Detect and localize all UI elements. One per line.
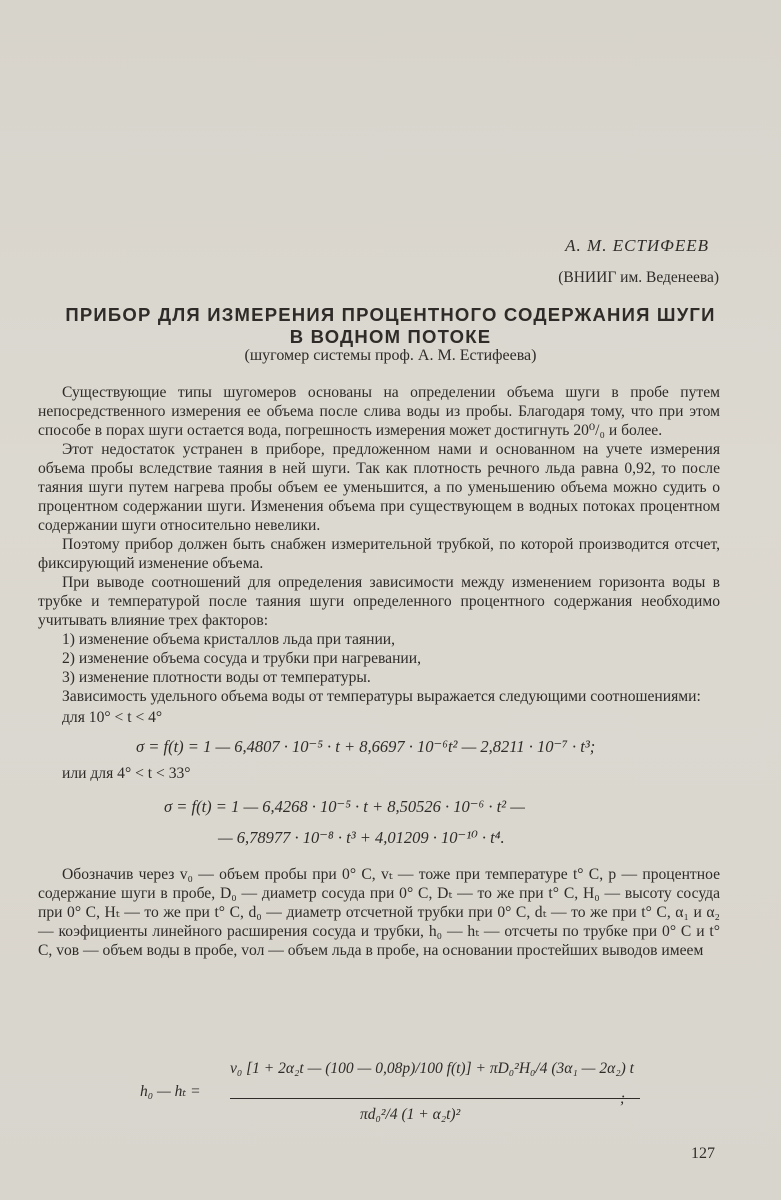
title-line-1: ПРИБОР ДЛЯ ИЗМЕРЕНИЯ ПРОЦЕНТНОГО СОДЕРЖАНИЯ ШУГИ	[65, 304, 716, 325]
article-title	[0, 304, 781, 348]
paragraph: Существующие типы шугомеров основаны на определении объема шуги в пробе путем непосредственного измерения ее объема после слива воды из пробы. Благодаря тому, что при этом способе в порах шуги остается вода, погрешность измерения может достигнуть 20⁰/₀ и более.	[38, 384, 720, 439]
formula-1: σ = f(t) = 1 — 6,4807 · 10⁻⁵ · t + 8,6697 · 10⁻⁶t² — 2,8211 · 10⁻⁷ · t³;	[136, 737, 596, 756]
condition-1: для 10° < t < 4°	[62, 709, 163, 726]
formula-end: ;	[620, 1090, 626, 1107]
page-number: 127	[691, 1145, 715, 1162]
formula-3: — 6,78977 · 10⁻⁸ · t³ + 4,01209 · 10⁻¹⁰ · t⁴.	[218, 828, 505, 847]
list-item: 3) изменение плотности воды от температуры.	[62, 669, 371, 686]
author-name: А. М. ЕСТИФЕЕВ	[565, 236, 709, 255]
formula-denominator: πd₀²/4 (1 + α₂t)²	[360, 1106, 461, 1123]
title-line-2: В ВОДНОМ ПОТОКЕ	[289, 326, 492, 347]
list-item: 1) изменение объема кристаллов льда при таянии,	[62, 631, 396, 648]
paragraph: Этот недостаток устранен в приборе, предложенном нами и основанном на учете измерения объема пробы вследствие таяния в ней шуги. Так как плотность речного льда равна 0,92, то после таяния шуги путем нагрева пробы объем ее уменьшится, а по уменьшению объема можно судить о процентном содержании шуги. Изменения объема при существующем в водных потоках процентном содержании шуги относительно невелики.	[38, 441, 720, 534]
formula-numerator: v₀ [1 + 2α₂t — (100 — 0,08p)/100 f(t)] + πD₀²H₀/4 (3α₁ — 2α₂) t	[230, 1060, 634, 1077]
fraction-bar	[230, 1098, 640, 1099]
formula-2: σ = f(t) = 1 — 6,4268 · 10⁻⁵ · t + 8,50526 · 10⁻⁶ · t² —	[164, 797, 525, 816]
article-body	[38, 383, 720, 960]
list-item: 2) изменение объема сосуда и трубки при нагревании,	[62, 650, 421, 667]
formula-lhs: h₀ — hₜ =	[140, 1083, 201, 1100]
paragraph: Поэтому прибор должен быть снабжен измерительной трубкой, по которой производится отсчет, фиксирующий изменение объема.	[38, 536, 720, 572]
paragraph: При выводе соотношений для определения зависимости между изменением горизонта воды в трубке и температурой после таяния шуги определенного процентного содержания необходимо учитывать влияние трех факторов:	[38, 574, 720, 629]
main-formula	[130, 1050, 690, 1140]
paragraph-notation: Обозначив через v₀ — объем пробы при 0° С, vₜ — тоже при температуре t° С, p — процентное содержание шуги в пробе, D₀ — диаметр сосуда при 0° С, Dₜ — то же при t° С, H₀ — высоту сосуда при 0° С, Hₜ — то же при t° С, d₀ — диаметр отсчетной трубки при 0° С, dₜ — то же при t° С, α₁ и α₂ — коэфициенты линейного расширения сосуда и трубки, h₀ — hₜ — отсчеты по трубке при 0° С и t° С, vов — объем воды в пробе, vол — объем льда в пробе, на основании простейших выводов имеем	[38, 866, 720, 959]
paragraph: Зависимость удельного объема воды от температуры выражается следующими соотношениями:	[62, 688, 701, 705]
author-affiliation: (ВНИИГ им. Веденеева)	[558, 269, 719, 286]
condition-2: или для 4° < t < 33°	[62, 765, 191, 782]
article-subtitle: (шугомер системы проф. А. М. Естифеева)	[244, 347, 537, 364]
